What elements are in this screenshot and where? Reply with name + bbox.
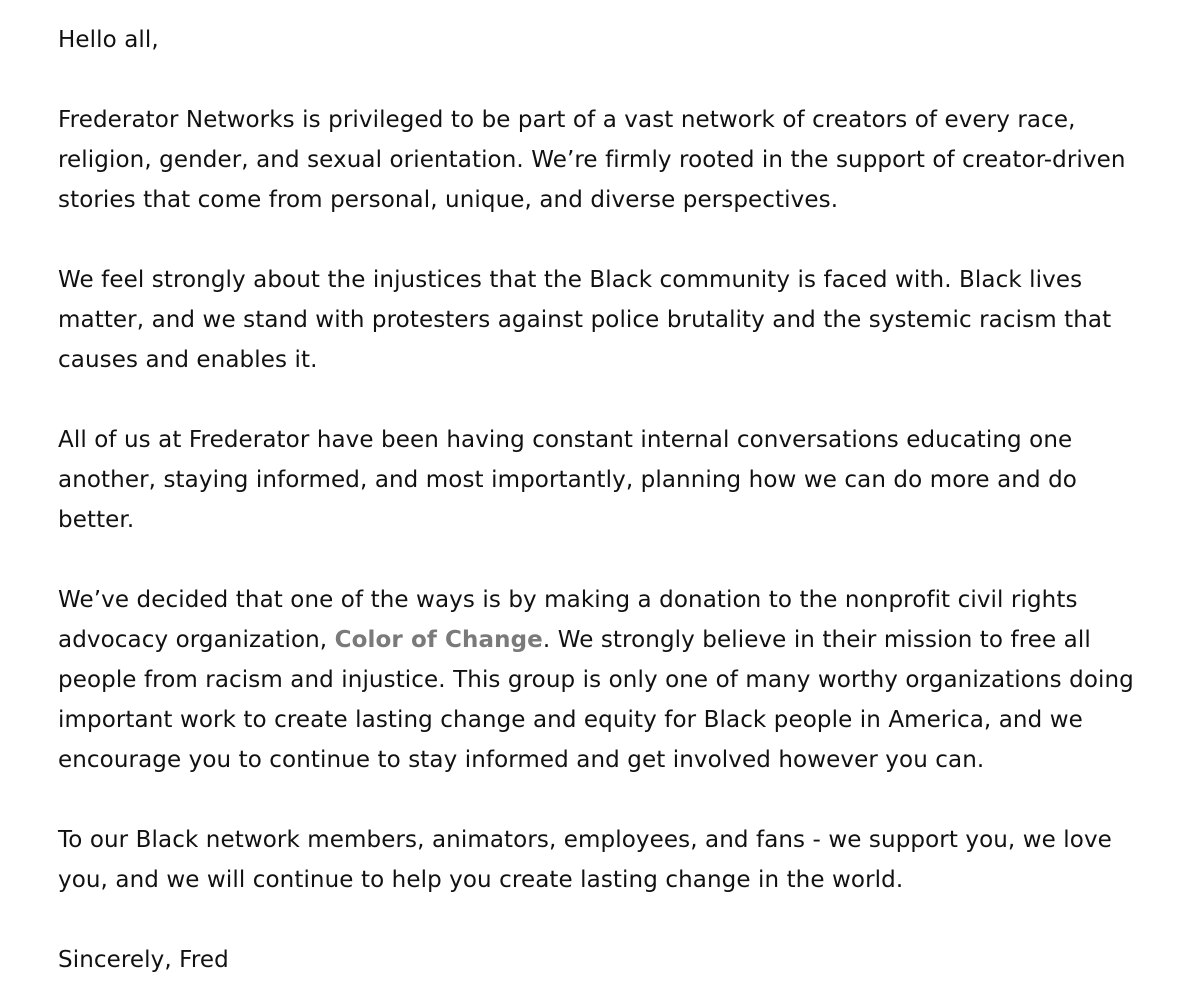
paragraph-creators: Frederator Networks is privileged to be part of a vast network of creators of every race, religion, gender, and sexual orientation. We’re firmly rooted in the support of creator-driven stories that come from personal, unique, and diverse perspectives.: [58, 107, 1126, 213]
paragraph-injustices: We feel strongly about the injustices that the Black community is faced with. Black lives matter, and we stand with protesters against police brutality and the systemic racism that causes and enables it.: [58, 267, 1112, 373]
paragraph-donation: [58, 580, 1158, 780]
letter-body: [58, 20, 1158, 980]
paragraph-support: To our Black network members, animators, employees, and fans - we support you, we love you, and we will continue to help you create lasting change in the world.: [58, 827, 1112, 893]
signoff: Sincerely, Fred: [58, 947, 229, 973]
donation-text-after-link: . We strongly believe in their mission to free all people from racism and injustice. This group is only one of many worthy organizations doing important work to create lasting change and equity for Black people in America, and we encourage you to continue to stay informed and get involved however you can.: [58, 627, 1134, 773]
donation-text-before-link: We’ve decided that one of the ways is by making a donation to the nonprofit civil rights advocacy organization,: [58, 587, 1078, 653]
color-of-change-link[interactable]: Color of Change: [334, 627, 543, 653]
greeting: Hello all,: [58, 27, 159, 53]
paragraph-conversations: All of us at Frederator have been having constant internal conversations educating one another, staying informed, and most importantly, planning how we can do more and do better.: [58, 427, 1077, 533]
